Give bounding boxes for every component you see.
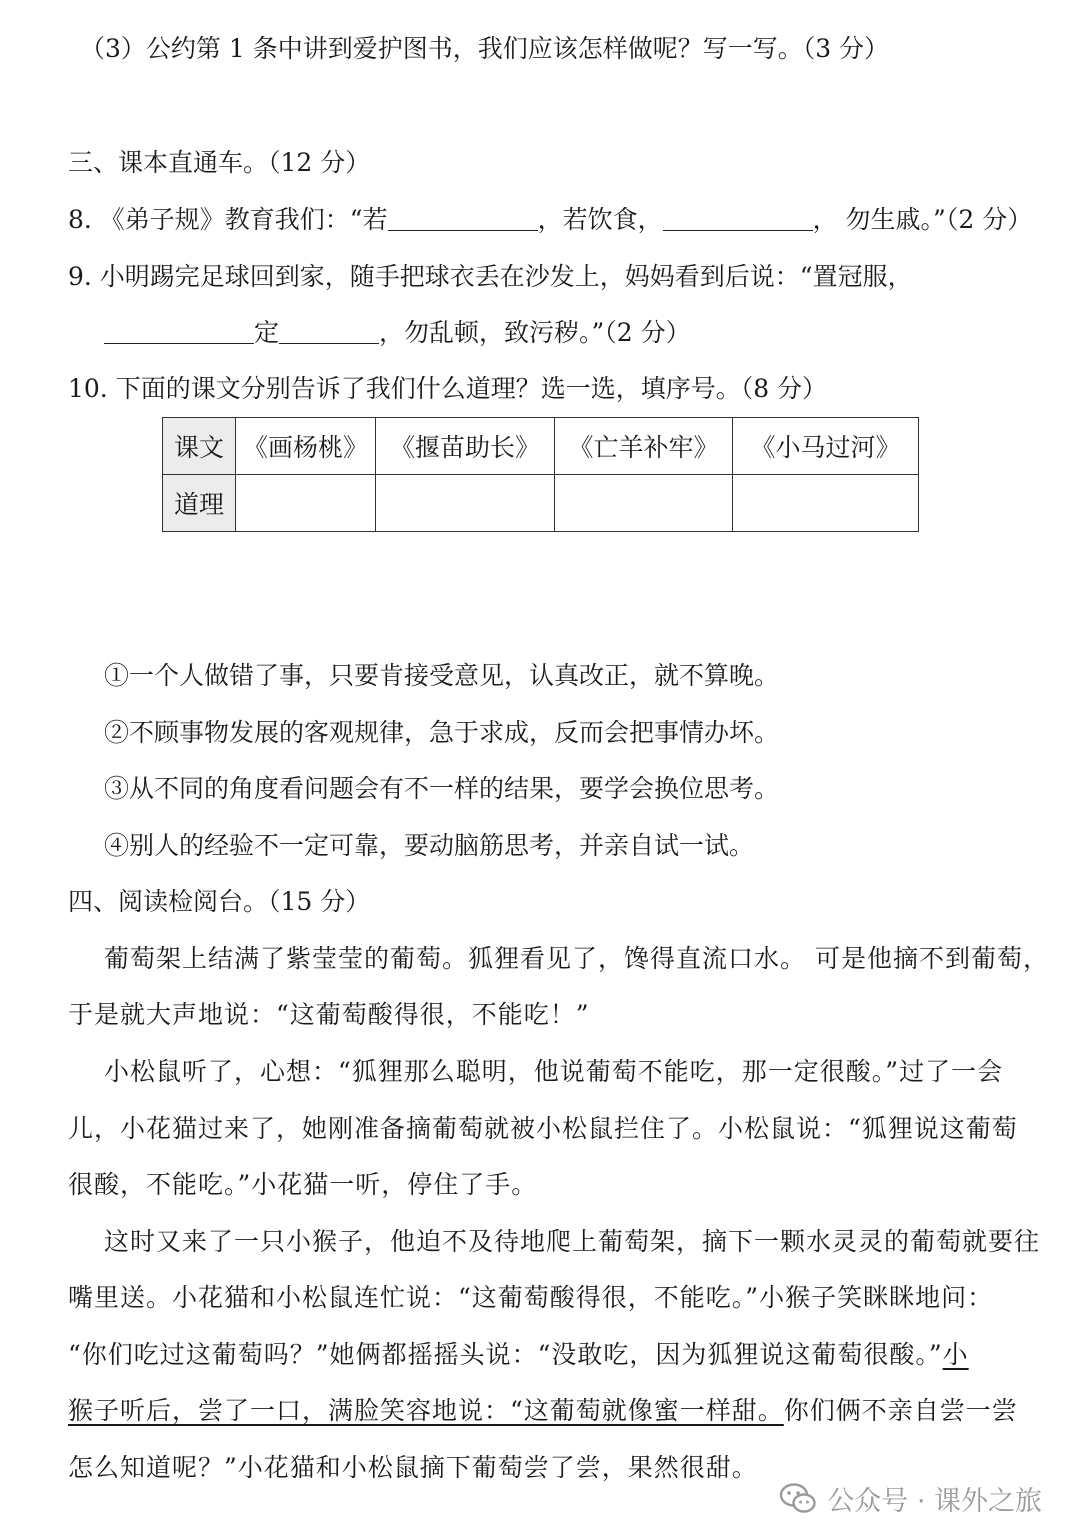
reading-line: 怎么知道呢？”小花猫和小松鼠摘下葡萄尝了尝，果然很甜。 [68, 1453, 758, 1482]
answer-cell[interactable] [733, 475, 919, 532]
q9-end: ，勿乱顿，致污秽。”（2 分） [379, 318, 691, 347]
question-10-title: 10. 下面的课文分别告诉了我们什么道理？选一选，填序号。（8 分） [68, 374, 828, 403]
q8-text-a: 8. 《弟子规》教育我们：“若 [68, 205, 388, 234]
reading-line: 嘴里送。小花猫和小松鼠连忙说：“这葡萄酸得很，不能吃。”小猴子笑眯眯地问： [68, 1283, 994, 1312]
lessons-table [162, 417, 919, 532]
table-header-reason: 道理 [163, 475, 236, 532]
reasons-row [163, 475, 919, 532]
reading-text: “你们吃过这葡萄吗？”她俩都摇摇头说：“没敢吃，因为狐狸说这葡萄很酸。” [68, 1340, 943, 1369]
underlined-sentence-start: 小 [942, 1340, 969, 1369]
q9-blank-1[interactable] [104, 317, 254, 344]
reading-line: 这时又来了一只小猴子，他迫不及待地爬上葡萄架，摘下一颗水灵灵的葡萄就要往 [104, 1227, 1041, 1256]
question-3-prompt: （3）公约第 1 条中讲到爱护图书，我们应该怎样做呢？写一写。（3 分） [80, 34, 890, 63]
lesson-cell: 《亡羊补牢》 [555, 418, 733, 475]
q9-blank-2[interactable] [279, 317, 379, 344]
lessons-row [163, 418, 919, 475]
lesson-cell: 《画杨桃》 [236, 418, 376, 475]
section-3-title: 三、课本直通车。（12 分） [68, 148, 371, 177]
reading-line: 小松鼠听了，心想：“狐狸那么聪明，他说葡萄不能吃，那一定很酸。”过了一会 [104, 1057, 1004, 1086]
option-4: ④别人的经验不一定可靠，要动脑筋思考，并亲自试一试。 [104, 831, 755, 860]
reading-line: 葡萄架上结满了紫莹莹的葡萄。狐狸看见了，馋得直流口水。 可是他摘不到葡萄， [104, 944, 1049, 973]
question-8 [68, 203, 1032, 237]
reading-line [68, 1338, 969, 1372]
q8-text-b: ，若饮食， [537, 205, 663, 234]
q8-text-c: ， 勿生戚。”（2 分） [812, 205, 1033, 234]
watermark [779, 1478, 1042, 1518]
reading-line: 儿，小花猫过来了，她刚准备摘葡萄就被小松鼠拦住了。小松鼠说：“狐狸说这葡萄 [68, 1114, 1018, 1143]
reading-text: 你们俩不亲自尝一尝 [783, 1396, 1018, 1425]
answer-cell[interactable] [236, 475, 376, 532]
answer-cell[interactable] [376, 475, 555, 532]
q8-blank-1[interactable] [388, 204, 538, 231]
answer-cell[interactable] [555, 475, 733, 532]
question-9-line-1: 9. 小明踢完足球回到家，随手把球衣丢在沙发上，妈妈看到后说：“置冠服， [68, 262, 913, 291]
q8-blank-2[interactable] [663, 204, 813, 231]
option-2: ②不顾事物发展的客观规律，急于求成，反而会把事情办坏。 [104, 718, 780, 747]
reading-line: 很酸，不能吃。”小花猫一听，停住了手。 [68, 1170, 538, 1199]
table-header-lesson: 课文 [163, 418, 236, 475]
lesson-cell: 《揠苗助长》 [376, 418, 555, 475]
wechat-icon [779, 1482, 817, 1514]
reading-line [68, 1394, 1018, 1428]
question-9-line-2 [104, 316, 691, 350]
option-1: ①一个人做错了事，只要肯接受意见，认真改正，就不算晚。 [104, 661, 780, 690]
watermark-label: 公众号 · 课外之旅 [827, 1485, 1042, 1517]
section-4-title: 四、阅读检阅台。（15 分） [68, 887, 371, 916]
underlined-sentence: 猴子听后，尝了一口，满脸笑容地说：“这葡萄就像蜜一样甜。 [68, 1396, 784, 1425]
option-3: ③从不同的角度看问题会有不一样的结果，要学会换位思考。 [104, 774, 780, 803]
reading-line: 于是就大声地说：“这葡萄酸得很，不能吃！” [68, 1000, 590, 1029]
lesson-cell: 《小马过河》 [733, 418, 919, 475]
q9-mid: 定 [254, 318, 280, 347]
